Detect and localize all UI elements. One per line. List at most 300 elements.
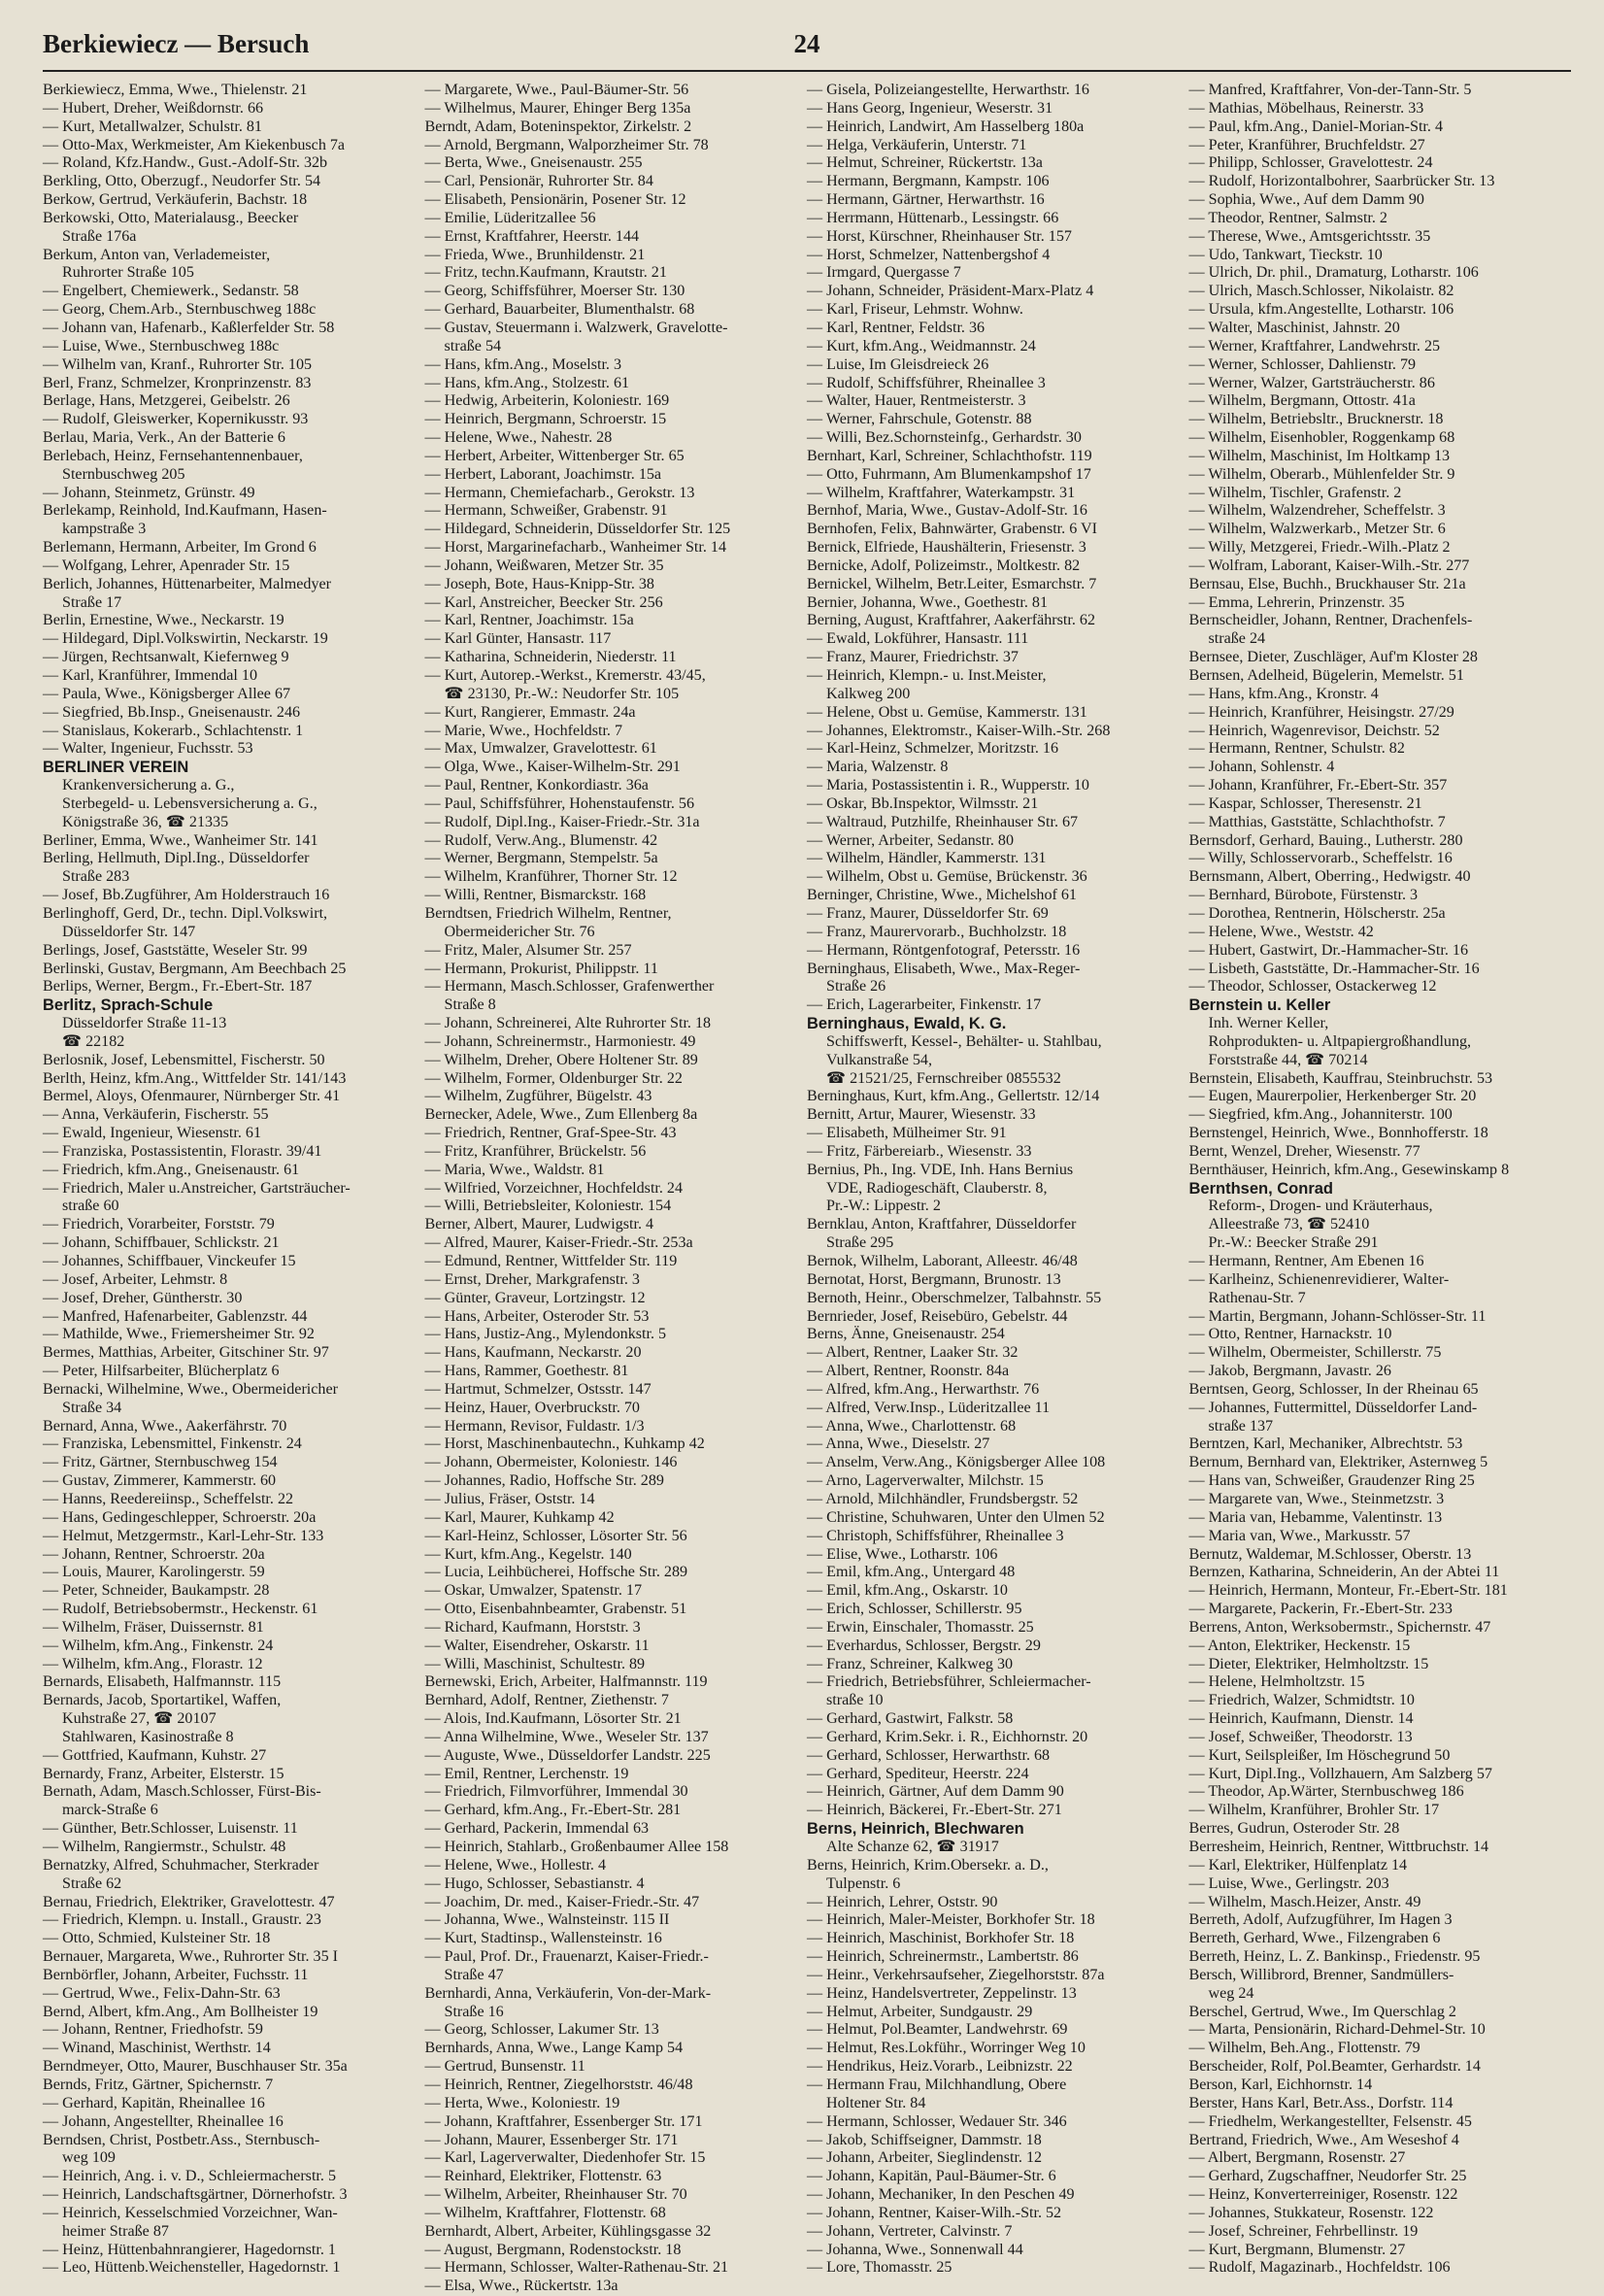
directory-entry: Bernhard, Adolf, Rentner, Ziethenstr. 7 — [424, 1692, 669, 1709]
directory-entry: — Martin, Bergmann, Johann-Schlösser-Str. 11 — [1188, 1307, 1487, 1325]
directory-entry: — Margarete, Packerin, Fr.-Ebert-Str. 233 — [1188, 1601, 1453, 1618]
business-heading: Bernstein u. Keller — [1188, 996, 1331, 1015]
directory-entry: — Johanna, Wwe., Sonnenwall 44 — [807, 2241, 1023, 2258]
directory-entry: — Hermann, Schlosser, Wedauer Str. 346 — [807, 2112, 1067, 2130]
directory-entry: — Olga, Wwe., Kaiser-Wilhelm-Str. 291 — [424, 759, 681, 776]
directory-entry: — Ulrich, Masch.Schlosser, Nikolaistr. 82 — [1188, 283, 1454, 300]
directory-entry: Berkowski, Otto, Materialausg., Beecker — [43, 209, 299, 226]
directory-entry: — Bernhard, Bürobote, Fürstenstr. 3 — [1188, 887, 1419, 904]
directory-entry: — Lisbeth, Gaststätte, Dr.-Hammacher-Str. 16 — [1188, 960, 1480, 977]
directory-entry: — Rudolf, Gleiswerker, Kopernikusstr. 93 — [43, 411, 309, 428]
directory-entry: — Gerhard, kfm.Ang., Fr.-Ebert-Str. 281 — [424, 1802, 682, 1819]
directory-entry: — Hermann, Masch.Schlosser, Grafenwerther — [424, 978, 715, 996]
directory-entry: — Hermann, Schweißer, Grabenstr. 91 — [424, 502, 668, 520]
directory-entry: — Siegfried, Bb.Insp., Gneisenaustr. 246 — [43, 703, 301, 721]
directory-entry: Bernsdorf, Gerhard, Bauing., Lutherstr. 280 — [1188, 831, 1463, 849]
entry-continuation: Königstraße 36, ☎ 21335 — [62, 813, 229, 830]
directory-entry: — Herrmann, Hüttenarb., Lessingstr. 66 — [807, 209, 1059, 226]
entry-continuation: ☎ 23130, Pr.-W.: Neudorfer Str. 105 — [444, 685, 680, 702]
column-2 — [424, 82, 808, 2295]
directory-entry: — Helene, Helmholtzstr. 15 — [1188, 1673, 1365, 1691]
directory-entry: Bernds, Fritz, Gärtner, Spichernstr. 7 — [43, 2076, 274, 2093]
directory-entry: — Werner, Fahrschule, Gotenstr. 88 — [807, 411, 1032, 428]
directory-entry: Berlinski, Gustav, Bergmann, Am Beechbach 25 — [43, 960, 347, 977]
directory-entry: — Kaspar, Schlosser, Theresenstr. 21 — [1188, 794, 1422, 812]
directory-entry: — Karl, Friseur, Lehmstr. Wohnw. — [807, 301, 1023, 319]
directory-entry: — Paul, Rentner, Konkordiastr. 36a — [424, 777, 649, 794]
directory-entry: — Heinrich, Landschaftsgärtner, Dörnerhofstr. 3 — [43, 2186, 348, 2204]
directory-entry: — Gerhard, Bauarbeiter, Blumenthalstr. 68 — [424, 301, 695, 319]
directory-entry: — Arnold, Bergmann, Walporzheimer Str. 78 — [424, 136, 709, 153]
directory-entry: Bernthäuser, Heinrich, kfm.Ang., Gesewinskamp 8 — [1188, 1161, 1510, 1178]
directory-entry: — Otto, Schmied, Kulsteiner Str. 18 — [43, 1930, 271, 1947]
directory-entry: — Elisabeth, Pensionärin, Posener Str. 12 — [424, 191, 686, 209]
directory-entry: — Max, Umwalzer, Gravelottestr. 61 — [424, 740, 657, 758]
directory-entry: — Jakob, Bergmann, Javastr. 26 — [1188, 1363, 1391, 1380]
directory-entry: — Richard, Kaufmann, Horststr. 3 — [424, 1618, 641, 1636]
directory-entry: — Paul, Schiffsführer, Hohenstaufenstr. 56 — [424, 794, 695, 812]
directory-entry: — Maria van, Hebamme, Valentinstr. 13 — [1188, 1508, 1443, 1526]
column-3 — [807, 82, 1189, 2277]
directory-entry: — Wilhelm, Kranführer, Brohler Str. 17 — [1188, 1802, 1440, 1819]
directory-entry: — Wilhelm, Walzwerkarb., Metzer Str. 6 — [1188, 521, 1446, 538]
entry-continuation: Alleestraße 73, ☎ 52410 — [1208, 1216, 1370, 1233]
directory-entry: — Willi, Maschinist, Schultestr. 89 — [424, 1655, 646, 1672]
directory-entry: Bernd, Albert, kfm.Ang., Am Bollheister 19 — [43, 2003, 318, 2020]
entry-continuation: Stahlwaren, Kasinostraße 8 — [62, 1728, 234, 1745]
directory-entry: Bertrand, Friedrich, Wwe., Am Weseshof 4 — [1188, 2131, 1459, 2148]
directory-entry: — Josef, Schreiner, Fehrbellinstr. 19 — [1188, 2222, 1419, 2240]
directory-entry: — Heinrich, Rentner, Ziegelhorststr. 46/48 — [424, 2076, 693, 2093]
directory-entry: Bernewski, Erich, Arbeiter, Halfmannstr. 119 — [424, 1673, 708, 1691]
directory-entry: — Luise, Im Gleisdreieck 26 — [807, 355, 989, 373]
directory-entry: — Hermann, Bergmann, Kampstr. 106 — [807, 173, 1050, 190]
directory-entry: — Maria, Postassistentin i. R., Wupperstr. 10 — [807, 777, 1089, 794]
directory-entry: — Johann, Mechaniker, In den Peschen 49 — [807, 2186, 1075, 2204]
directory-entry: — Albert, Rentner, Laaker Str. 32 — [807, 1344, 1019, 1362]
directory-entry: — Günther, Betr.Schlosser, Luisenstr. 11 — [43, 1820, 298, 1838]
directory-entry: — Johann, Schiffbauer, Schlickstr. 21 — [43, 1234, 280, 1252]
entry-continuation: Straße 283 — [62, 868, 130, 886]
directory-entry: — Theodor, Schlosser, Ostackerweg 12 — [1188, 978, 1437, 996]
directory-entry: — Gerhard, Krim.Sekr. i. R., Eichhornstr. 20 — [807, 1728, 1088, 1745]
directory-entry: — Hermann Frau, Milchhandlung, Obere — [807, 2076, 1067, 2093]
directory-entry: — Helene, Wwe., Weststr. 42 — [1188, 923, 1374, 940]
directory-entry: — Gustav, Steuermann i. Walzwerk, Gravelotte- — [424, 319, 728, 336]
directory-entry: — Günter, Graveur, Lortzingstr. 12 — [424, 1289, 646, 1306]
directory-entry: Berlosnik, Josef, Lebensmittel, Fischerstr. 50 — [43, 1051, 325, 1068]
directory-entry: — Manfred, Kraftfahrer, Von-der-Tann-Str. 5 — [1188, 82, 1472, 98]
directory-entry: Berner, Albert, Maurer, Ludwigstr. 4 — [424, 1216, 654, 1233]
directory-entry: — Heinrich, Bäckerei, Fr.-Ebert-Str. 271 — [807, 1802, 1062, 1819]
directory-entry: — Joachim, Dr. med., Kaiser-Friedr.-Str. 47 — [424, 1893, 700, 1910]
directory-entry: — Lucia, Leihbücherei, Hoffsche Str. 289 — [424, 1564, 688, 1581]
directory-entry: — Ursula, kfm.Angestellte, Lotharstr. 106 — [1188, 301, 1454, 319]
directory-entry: Bernstein, Elisabeth, Kauffrau, Steinbruchstr. 53 — [1188, 1069, 1493, 1087]
directory-entry: Berninger, Christine, Wwe., Michelshof 61 — [807, 887, 1077, 904]
directory-entry: — Willi, Betriebsleiter, Koloniestr. 154 — [424, 1198, 672, 1215]
directory-entry: — Heinz, Hauer, Overbruckstr. 70 — [424, 1399, 640, 1416]
directory-entry: — Friedrich, kfm.Ang., Gneisenaustr. 61 — [43, 1161, 300, 1178]
directory-entry: — Hanns, Reedereiinsp., Scheffelstr. 22 — [43, 1490, 294, 1507]
directory-entry: — Karl, Rentner, Feldstr. 36 — [807, 319, 986, 336]
entry-continuation: kampstraße 3 — [62, 521, 147, 538]
directory-entry: — Johann, Maurer, Essenberger Str. 171 — [424, 2131, 679, 2148]
directory-entry: — Wilhelm, Fräser, Duissernstr. 81 — [43, 1618, 264, 1636]
entry-continuation: VDE, Radiogeschäft, Clauberstr. 8, — [826, 1179, 1048, 1197]
directory-entry: — Heinrich, Maschinist, Borkhofer Str. 18 — [807, 1930, 1075, 1947]
entry-continuation: Forststraße 44, ☎ 70214 — [1208, 1051, 1368, 1068]
directory-entry: — Johannes, Futtermittel, Düsseldorfer Land- — [1188, 1399, 1478, 1416]
directory-entry: — Johann, Obermeister, Koloniestr. 146 — [424, 1454, 678, 1471]
directory-entry: Bernau, Friedrich, Elektriker, Gravelottestr. 47 — [43, 1893, 335, 1910]
directory-entry: — Udo, Tankwart, Tieckstr. 10 — [1188, 246, 1383, 263]
directory-entry: — Josef, Arbeiter, Lehmstr. 8 — [43, 1270, 228, 1288]
directory-entry: — Otto, Fuhrmann, Am Blumenkampshof 17 — [807, 465, 1091, 483]
entry-continuation: Pr.-W.: Beecker Straße 291 — [1208, 1234, 1379, 1252]
directory-entry: — Hermann, Revisor, Fuldastr. 1/3 — [424, 1417, 645, 1435]
directory-entry: Bernards, Jacob, Sportartikel, Waffen, — [43, 1692, 282, 1709]
directory-entry: — Johann, Rentner, Kaiser-Wilh.-Str. 52 — [807, 2204, 1062, 2221]
directory-entry: — Johann, Vertreter, Calvinstr. 7 — [807, 2222, 1013, 2240]
directory-entry: — Hans, Gedingeschlepper, Schroerstr. 20a — [43, 1508, 317, 1526]
directory-entry: — Winand, Maschinist, Werthstr. 14 — [43, 2040, 271, 2057]
directory-entry: Berkiewiecz, Emma, Wwe., Thielenstr. 21 — [43, 82, 308, 98]
entry-continuation: ☎ 22182 — [62, 1032, 125, 1050]
directory-entry: — Gerhard, Packerin, Immendal 63 — [424, 1820, 650, 1838]
directory-entry: — Maria, Walzenstr. 8 — [807, 759, 949, 776]
directory-entry: — Dieter, Elektriker, Helmholtzstr. 15 — [1188, 1655, 1429, 1672]
directory-entry: Berkling, Otto, Oberzugf., Neudorfer Str. 54 — [43, 173, 321, 190]
directory-entry: Bernklau, Anton, Kraftfahrer, Düsseldorfer — [807, 1216, 1077, 1233]
entry-continuation: Schiffswerft, Kessel-, Behälter- u. Stahlbau, — [826, 1032, 1102, 1050]
directory-entry: — Carl, Pensionär, Ruhrorter Str. 84 — [424, 173, 653, 190]
directory-entry: — Ernst, Dreher, Markgrafenstr. 3 — [424, 1270, 640, 1288]
directory-entry: — Kurt, Rangierer, Emmastr. 24a — [424, 703, 636, 721]
directory-entry: — Gerhard, Gastwirt, Falkstr. 58 — [807, 1710, 1014, 1728]
directory-entry: Bernacki, Wilhelmine, Wwe., Obermeidericher — [43, 1380, 338, 1398]
directory-entry: Bernt, Wenzel, Dreher, Wiesenstr. 77 — [1188, 1142, 1420, 1160]
directory-entry: — Werner, Schlosser, Dahlienstr. 79 — [1188, 355, 1417, 373]
entry-continuation: Alte Schanze 62, ☎ 31917 — [826, 1839, 999, 1855]
directory-entry: — Gisela, Polizeiangestellte, Herwarthstr. 16 — [807, 82, 1089, 98]
directory-entry: Bernzen, Katharina, Schneiderin, An der Abtei 11 — [1188, 1564, 1500, 1581]
directory-entry: Berndsen, Christ, Postbetr.Ass., Sternbusch- — [43, 2131, 320, 2148]
directory-entry: — Alfred, Verw.Insp., Lüderitzallee 11 — [807, 1399, 1051, 1416]
directory-entry: — Johannes, Schiffbauer, Vinckeufer 15 — [43, 1253, 296, 1269]
entry-continuation: straße 60 — [62, 1198, 119, 1215]
directory-entry: — Rudolf, Schiffsführer, Rheinallee 3 — [807, 374, 1046, 391]
directory-entry: — Emil, kfm.Ang., Oskarstr. 10 — [807, 1582, 1008, 1600]
directory-entry: — Katharina, Schneiderin, Niederstr. 11 — [424, 649, 677, 666]
directory-entry: Bernards, Elisabeth, Halfmannstr. 115 — [43, 1673, 282, 1691]
directory-entry: — Jakob, Schiffseigner, Dammstr. 18 — [807, 2131, 1042, 2148]
directory-entry: Bernscheidler, Johann, Rentner, Drachenfels- — [1188, 612, 1473, 629]
directory-entry: — Luise, Wwe., Gerlingstr. 203 — [1188, 1874, 1389, 1892]
directory-entry: Bernhofen, Felix, Bahnwärter, Grabenstr. 6 VI — [807, 521, 1097, 538]
directory-entry: — Rudolf, Dipl.Ing., Kaiser-Friedr.-Str. 31a — [424, 813, 700, 830]
entry-continuation: Obermeidericher Str. 76 — [444, 923, 595, 940]
directory-entry: — Heinrich, Schreinermstr., Lambertstr. 86 — [807, 1948, 1079, 1966]
directory-entry: — Hermann, Rentner, Schulstr. 82 — [1188, 740, 1405, 758]
directory-entry: — Hans, kfm.Ang., Kronstr. 4 — [1188, 685, 1379, 702]
directory-entry: — Johann, Kapitän, Paul-Bäumer-Str. 6 — [807, 2168, 1056, 2185]
directory-entry: — Philipp, Schlosser, Gravelottestr. 24 — [1188, 154, 1433, 172]
directory-entry: Bernum, Bernhard van, Elektriker, Asternweg 5 — [1188, 1454, 1488, 1471]
directory-entry: — Friedrich, Betriebsführer, Schleiermacher- — [807, 1673, 1091, 1691]
directory-entry: — Theodor, Ap.Wärter, Sternbuschweg 186 — [1188, 1783, 1464, 1801]
directory-entry: Berlemann, Hermann, Arbeiter, Im Grond 6 — [43, 539, 317, 557]
directory-entry: Bernok, Wilhelm, Laborant, Alleestr. 46/48 — [807, 1253, 1078, 1269]
directory-entry: — Theodor, Rentner, Salmstr. 2 — [1188, 209, 1387, 226]
directory-entry: — Fritz, Kranführer, Brückelstr. 56 — [424, 1142, 647, 1160]
directory-entry: Berling, Hellmuth, Dipl.Ing., Düsseldorfer — [43, 850, 310, 867]
directory-entry: — Alois, Ind.Kaufmann, Lösorter Str. 21 — [424, 1710, 682, 1728]
directory-entry: — Helene, Obst u. Gemüse, Kammerstr. 131 — [807, 703, 1087, 721]
directory-entry: — Lore, Thomasstr. 25 — [807, 2259, 952, 2277]
entry-continuation: Düsseldorfer Straße 11-13 — [62, 1015, 227, 1032]
entry-continuation: Ruhrorter Straße 105 — [62, 264, 194, 282]
directory-entry: Bernrieder, Josef, Reisebüro, Gebelstr. 44 — [807, 1307, 1068, 1325]
directory-entry: — Wilhelm, Obst u. Gemüse, Brückenstr. 36 — [807, 868, 1087, 886]
directory-entry: — Willy, Schlosservorarb., Scheffelstr. 16 — [1188, 850, 1453, 867]
directory-entry: — Ernst, Kraftfahrer, Heerstr. 144 — [424, 227, 640, 245]
directory-entry: — Rudolf, Magazinarb., Hochfeldstr. 106 — [1188, 2259, 1451, 2277]
directory-entry: Berrens, Anton, Werksobermstr., Spichernstr. 47 — [1188, 1618, 1491, 1636]
directory-entry: — Helmut, Res.Lokführ., Worringer Weg 10 — [807, 2040, 1086, 2057]
directory-entry: — Wilhelm, kfm.Ang., Finkenstr. 24 — [43, 1637, 274, 1654]
directory-entry: — Alfred, Maurer, Kaiser-Friedr.-Str. 253a — [424, 1234, 693, 1252]
directory-entry: Berres, Gudrun, Osteroder Str. 28 — [1188, 1820, 1400, 1838]
directory-entry: — Hans van, Schweißer, Graudenzer Ring 25 — [1188, 1472, 1475, 1490]
directory-entry: — Wilhelm, Former, Oldenburger Str. 22 — [424, 1069, 683, 1087]
directory-entry: — Therese, Wwe., Amtsgerichtsstr. 35 — [1188, 227, 1431, 245]
directory-entry: — Karl-Heinz, Schlosser, Lösorter Str. 56 — [424, 1527, 687, 1544]
directory-entry: — Hildegard, Schneiderin, Düsseldorfer Str. 125 — [424, 521, 731, 538]
directory-entry: — Kurt, Dipl.Ing., Vollzhauern, Am Salzberg 57 — [1188, 1765, 1492, 1782]
directory-entry: — Johann, Rentner, Schroerstr. 20a — [43, 1545, 265, 1563]
directory-entry: — Wilhelm, Beh.Ang., Flottenstr. 79 — [1188, 2040, 1420, 2057]
directory-entry: — Alfred, kfm.Ang., Herwarthstr. 76 — [807, 1380, 1040, 1398]
directory-entry: — Johannes, Stukkateur, Rosenstr. 122 — [1188, 2204, 1434, 2221]
directory-entry: — Walter, Hauer, Rentmeisterstr. 3 — [807, 392, 1026, 410]
directory-entry: Berntzen, Karl, Mechaniker, Albrechtstr. 53 — [1188, 1435, 1463, 1453]
directory-entry: — Elisabeth, Mülheimer Str. 91 — [807, 1125, 1007, 1142]
directory-entry: — Luise, Wwe., Sternbuschweg 188c — [43, 337, 280, 355]
directory-entry: Bernstengel, Heinrich, Wwe., Bonnhofferstr. 18 — [1188, 1125, 1488, 1142]
directory-entry: Berkow, Gertrud, Verkäuferin, Bachstr. 18 — [43, 191, 308, 209]
directory-entry: — Ewald, Ingenieur, Wiesenstr. 61 — [43, 1125, 262, 1142]
directory-entry: — Hans, Arbeiter, Osteroder Str. 53 — [424, 1307, 650, 1325]
directory-entry: — Friedrich, Rentner, Graf-Spee-Str. 43 — [424, 1125, 677, 1142]
directory-entry: Bernecker, Adele, Wwe., Zum Ellenberg 8a — [424, 1106, 698, 1124]
entry-continuation: ☎ 21521/25, Fernschreiber 0855532 — [826, 1069, 1061, 1087]
directory-entry: — Edmund, Rentner, Wittfelder Str. 119 — [424, 1253, 678, 1269]
directory-entry: Bernath, Adam, Masch.Schlosser, Fürst-Bis- — [43, 1783, 321, 1801]
directory-entry: — Elsa, Wwe., Rückertstr. 13a — [424, 2278, 618, 2295]
directory-entry: — Helmut, Schreiner, Rückertstr. 13a — [807, 154, 1043, 172]
directory-entry: — Friedrich, Klempn. u. Install., Graustr. 23 — [43, 1911, 321, 1929]
directory-entry: — Karl, Kranführer, Immendal 10 — [43, 667, 258, 684]
directory-entry: — Johann, Schreinerei, Alte Ruhrorter Str. 18 — [424, 1015, 712, 1032]
directory-entry: — Josef, Bb.Zugführer, Am Holderstrauch 16 — [43, 887, 330, 904]
directory-entry: — Peter, Kranführer, Bruchfeldstr. 27 — [1188, 136, 1425, 153]
directory-entry: — Elise, Wwe., Lotharstr. 106 — [807, 1545, 998, 1563]
directory-entry: — Wilhelm, Zugführer, Bügelstr. 43 — [424, 1088, 652, 1105]
directory-entry: — Anselm, Verw.Ang., Königsberger Allee 108 — [807, 1454, 1106, 1471]
directory-entry: — Hans, Kaufmann, Neckarstr. 20 — [424, 1344, 642, 1362]
directory-entry: — Anton, Elektriker, Heckenstr. 15 — [1188, 1637, 1411, 1654]
directory-entry: — Walter, Eisendreher, Oskarstr. 11 — [424, 1637, 650, 1654]
directory-entry: — Hartmut, Schmelzer, Ostsstr. 147 — [424, 1380, 652, 1398]
directory-entry: — Wilhelm, Maschinist, Im Holtkamp 13 — [1188, 447, 1451, 464]
directory-entry: — Frieda, Wwe., Brunhildenstr. 21 — [424, 246, 646, 263]
directory-entry: Berresheim, Heinrich, Rentner, Wittbruchstr. 14 — [1188, 1839, 1489, 1855]
directory-entry: — Arnold, Milchhändler, Frundsbergstr. 52 — [807, 1490, 1079, 1507]
entry-continuation: straße 54 — [444, 337, 502, 355]
directory-entry: — Helga, Verkäuferin, Unterstr. 71 — [807, 136, 1027, 153]
directory-entry: Berson, Karl, Eichhornstr. 14 — [1188, 2076, 1373, 2093]
directory-entry: — Karl, Rentner, Joachimstr. 15a — [424, 612, 634, 629]
directory-entry: — Hans, Rammer, Goethestr. 81 — [424, 1363, 629, 1380]
entry-continuation: heimer Straße 87 — [62, 2222, 169, 2240]
directory-entry: Berninghaus, Elisabeth, Wwe., Max-Reger- — [807, 960, 1081, 977]
directory-entry: — Matthias, Gaststätte, Schlachthofstr. 7 — [1188, 813, 1446, 830]
directory-entry: — Helmut, Pol.Beamter, Landwehrstr. 69 — [807, 2021, 1068, 2039]
directory-entry: — Julius, Fräser, Oststr. 14 — [424, 1490, 595, 1507]
directory-entry: — Werner, Walzer, Gartsträucherstr. 86 — [1188, 374, 1435, 391]
directory-entry: Berschel, Gertrud, Wwe., Im Querschlag 2 — [1188, 2003, 1456, 2020]
directory-entry: — Otto, Eisenbahnbeamter, Grabenstr. 51 — [424, 1601, 687, 1618]
entry-continuation: straße 24 — [1208, 630, 1266, 648]
directory-entry: — Georg, Schlosser, Lakumer Str. 13 — [424, 2021, 659, 2039]
directory-entry: Berlinghoff, Gerd, Dr., techn. Dipl.Volkswirt, — [43, 904, 328, 922]
entry-continuation: straße 137 — [1208, 1417, 1274, 1435]
directory-entry: — Marta, Pensionärin, Richard-Dehmel-Str. 10 — [1188, 2021, 1486, 2039]
directory-entry: Bernbörfler, Johann, Arbeiter, Fuchsstr. 11 — [43, 1966, 309, 1983]
directory-entry: — August, Bergmann, Rodenstockstr. 18 — [424, 2241, 682, 2258]
directory-entry: — Gerhard, Kapitän, Rheinallee 16 — [43, 2094, 265, 2111]
directory-entry: — Berta, Wwe., Gneisenaustr. 255 — [424, 154, 643, 172]
directory-entry: — Irmgard, Quergasse 7 — [807, 264, 961, 282]
directory-entry: — Kurt, Metallwalzer, Schulstr. 81 — [43, 118, 262, 135]
directory-entry: Bernhardt, Albert, Arbeiter, Kühlingsgasse 32 — [424, 2222, 712, 2240]
directory-entry: — Hans, kfm.Ang., Moselstr. 3 — [424, 355, 622, 373]
directory-entry: Bernutz, Waldemar, M.Schlosser, Oberstr. 13 — [1188, 1545, 1472, 1563]
directory-entry: — Wolfram, Laborant, Kaiser-Wilh.-Str. 277 — [1188, 557, 1470, 574]
directory-entry: — Johann van, Hafenarb., Kaßlerfelder Str. 58 — [43, 319, 335, 336]
directory-entry: — Heinrich, Hermann, Monteur, Fr.-Ebert-Str. 181 — [1188, 1582, 1508, 1600]
directory-entry: — Fritz, techn.Kaufmann, Krautstr. 21 — [424, 264, 667, 282]
directory-entry: Bernsmann, Albert, Oberring., Hedwigstr. 40 — [1188, 868, 1471, 886]
directory-entry: — Friedrich, Maler u.Anstreicher, Gartsträucher- — [43, 1179, 351, 1197]
directory-entry: — Georg, Schiffsführer, Moerser Str. 130 — [424, 283, 685, 300]
directory-entry: — Louis, Maurer, Karolingerstr. 59 — [43, 1564, 265, 1581]
entry-continuation: weg 109 — [62, 2149, 116, 2167]
entry-continuation: Düsseldorfer Str. 147 — [62, 923, 196, 940]
directory-entry: — Hermann, Prokurist, Philippstr. 11 — [424, 960, 658, 977]
directory-entry: — Karl Günter, Hansastr. 117 — [424, 630, 612, 648]
directory-entry: — Werner, Bergmann, Stempelstr. 5a — [424, 850, 658, 867]
directory-entry: — Heinrich, Gärtner, Auf dem Damm 90 — [807, 1783, 1064, 1801]
directory-entry: — Erich, Schlosser, Schillerstr. 95 — [807, 1601, 1022, 1618]
directory-entry: — Friedhelm, Werkangestellter, Felsenstr. 45 — [1188, 2112, 1472, 2130]
directory-entry: Bernoth, Heinr., Oberschmelzer, Talbahnstr. 55 — [807, 1289, 1102, 1306]
entry-continuation: Inh. Werner Keller, — [1208, 1015, 1329, 1032]
entry-continuation: marck-Straße 6 — [62, 1802, 158, 1819]
directory-entry: — Kurt, kfm.Ang., Kegelstr. 140 — [424, 1545, 632, 1563]
directory-entry: — Willy, Metzgerei, Friedr.-Wilh.-Platz 2 — [1188, 539, 1451, 557]
directory-entry: — Heinrich, Bergmann, Schroerstr. 15 — [424, 411, 667, 428]
directory-entry: Berster, Hans Karl, Betr.Ass., Dorfstr. 114 — [1188, 2094, 1454, 2111]
directory-entry: — Wilhelm, Rangiermstr., Schulstr. 48 — [43, 1839, 286, 1855]
directory-entry: — Mathias, Möbelhaus, Reinerstr. 33 — [1188, 99, 1424, 117]
directory-entry: Berreth, Gerhard, Wwe., Filzengraben 6 — [1188, 1930, 1441, 1947]
directory-entry: — Hans, Justiz-Ang., Mylendonkstr. 5 — [424, 1326, 667, 1343]
entry-continuation: Straße 17 — [62, 593, 122, 611]
entry-continuation: weg 24 — [1208, 1984, 1254, 2002]
directory-entry: — Heinz, Hüttenbahnrangierer, Hagedornstr. 1 — [43, 2241, 336, 2258]
directory-entry: — Waltraud, Putzhilfe, Rheinhauser Str. 67 — [807, 813, 1079, 830]
directory-entry: Berns, Änne, Gneisenaustr. 254 — [807, 1326, 1005, 1343]
directory-entry: — Emil, Rentner, Lerchenstr. 19 — [424, 1765, 629, 1782]
directory-entry: — Marie, Wwe., Hochfeldstr. 7 — [424, 722, 623, 739]
directory-entry: — Werner, Kraftfahrer, Landwehrstr. 25 — [1188, 337, 1441, 355]
directory-entry: — Franz, Maurer, Friedrichstr. 37 — [807, 649, 1019, 666]
directory-entry: — Wilhelm, Eisenhobler, Roggenkamp 68 — [1188, 429, 1455, 447]
directory-entry: — Johann, Schreinermstr., Harmoniestr. 49 — [424, 1032, 696, 1050]
directory-entry: — Willi, Rentner, Bismarckstr. 168 — [424, 887, 647, 904]
directory-entry: — Helene, Wwe., Hollestr. 4 — [424, 1856, 607, 1874]
directory-entry: — Friedrich, Walzer, Schmidtstr. 10 — [1188, 1692, 1415, 1709]
directory-entry: — Johannes, Radio, Hoffsche Str. 289 — [424, 1472, 664, 1490]
directory-entry: — Gertrud, Wwe., Felix-Dahn-Str. 63 — [43, 1984, 281, 2002]
entry-continuation: Vulkanstraße 54, — [826, 1051, 932, 1068]
directory-entry: — Roland, Kfz.Handw., Gust.-Adolf-Str. 32b — [43, 154, 328, 172]
directory-entry: Berlips, Werner, Bergm., Fr.-Ebert-Str. 187 — [43, 978, 313, 996]
directory-entry: — Heinrich, Maler-Meister, Borkhofer Str. 18 — [807, 1911, 1095, 1929]
directory-entry: — Karl, Elektriker, Hülfenplatz 14 — [1188, 1856, 1408, 1874]
directory-entry: — Johann, Kraftfahrer, Essenberger Str. 171 — [424, 2112, 703, 2130]
directory-entry: — Josef, Schweißer, Theodorstr. 13 — [1188, 1728, 1413, 1745]
directory-entry: Bernardy, Franz, Arbeiter, Elsterstr. 15 — [43, 1765, 284, 1782]
directory-entry: — Johanna, Wwe., Walnsteinstr. 115 II — [424, 1911, 670, 1929]
directory-entry: Bersch, Willibrord, Brenner, Sandmüllers- — [1188, 1966, 1454, 1983]
directory-entry: — Albert, Bergmann, Rosenstr. 27 — [1188, 2149, 1406, 2167]
directory-entry: Bernauer, Margareta, Wwe., Ruhrorter Str. 35 I — [43, 1948, 338, 1966]
directory-entry: — Rudolf, Betriebsobermstr., Heckenstr. 61 — [43, 1601, 318, 1618]
entry-continuation: Rathenau-Str. 7 — [1208, 1289, 1306, 1306]
directory-entry: — Heinrich, Klempn.- u. Inst.Meister, — [807, 667, 1047, 684]
directory-entry: — Johann, Arbeiter, Sieglindenstr. 12 — [807, 2149, 1043, 2167]
entry-continuation: Krankenversicherung a. G., — [62, 777, 235, 794]
directory-entry: — Oskar, Umwalzer, Spatenstr. 17 — [424, 1582, 643, 1600]
directory-entry: — Oskar, Bb.Inspektor, Wilmsstr. 21 — [807, 794, 1039, 812]
entry-continuation: Tulpenstr. 6 — [826, 1874, 901, 1892]
directory-entry: — Margarete, Wwe., Paul-Bäumer-Str. 56 — [424, 82, 689, 98]
entry-continuation: Rohprodukten- u. Altpapiergroßhandlung, — [1208, 1032, 1472, 1050]
directory-entry: — Hubert, Gastwirt, Dr.-Hammacher-Str. 16 — [1188, 941, 1469, 959]
directory-entry: Berndt, Adam, Boteninspektor, Zirkelstr. 2 — [424, 118, 692, 135]
directory-entry: Bernatzky, Alfred, Schuhmacher, Sterkrader — [43, 1856, 319, 1874]
directory-entry: Bernhards, Anna, Wwe., Lange Kamp 54 — [424, 2040, 684, 2057]
entry-continuation: Straße 26 — [826, 978, 886, 996]
directory-entry: — Gerhard, Spediteur, Heerstr. 224 — [807, 1765, 1029, 1782]
directory-entry: — Siegfried, kfm.Ang., Johanniterstr. 100 — [1188, 1106, 1453, 1124]
directory-entry: — Karl, Lagerverwalter, Diedenhofer Str. 15 — [424, 2149, 706, 2167]
directory-entry: — Kurt, Autorep.-Werkst., Kremerstr. 43/45, — [424, 667, 706, 684]
directory-entry: Bernius, Ph., Ing. VDE, Inh. Hans Bernius — [807, 1161, 1074, 1178]
